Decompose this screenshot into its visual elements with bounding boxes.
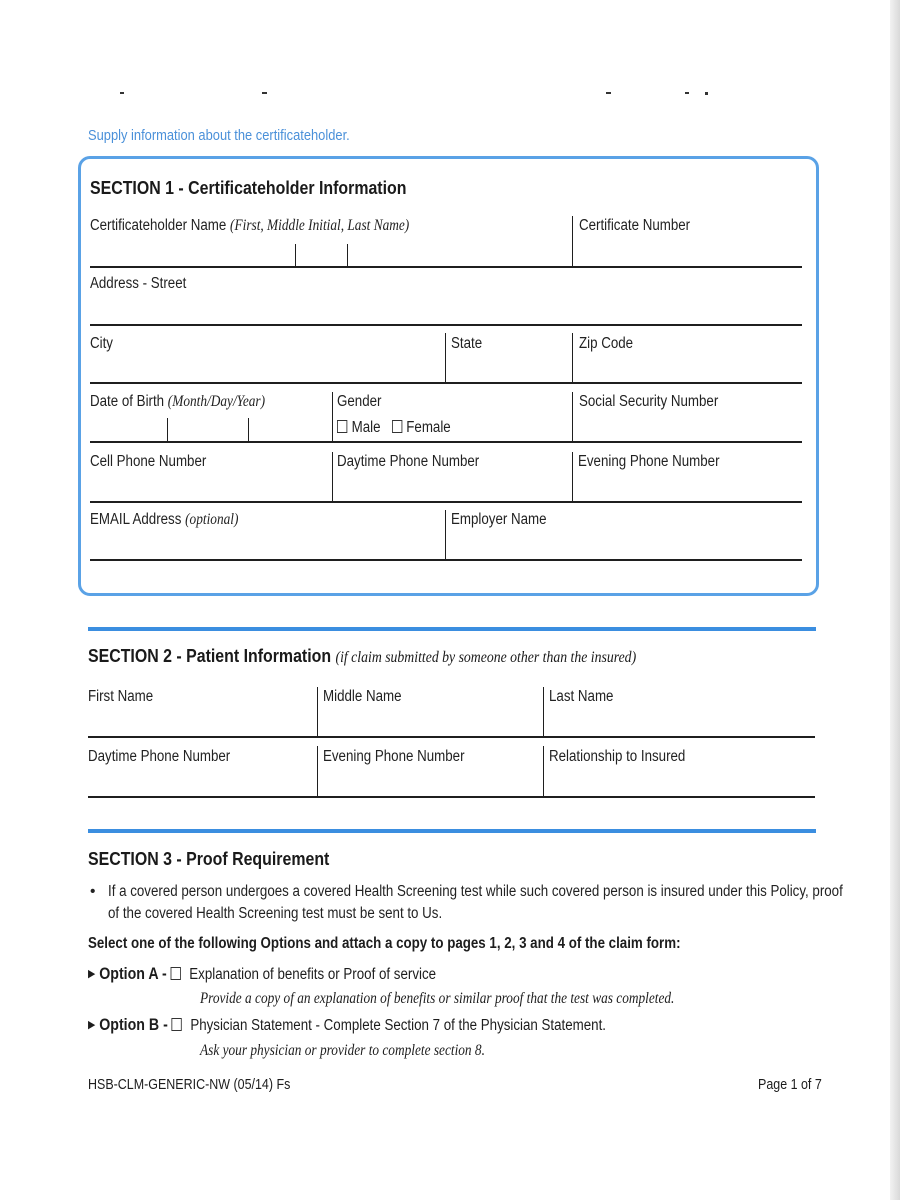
- gender-label: Gender: [337, 393, 382, 410]
- email-address-label: EMAIL Address (optional): [90, 511, 239, 528]
- field-divider: [445, 510, 446, 560]
- name-divider: [295, 244, 296, 268]
- field-divider: [543, 746, 544, 797]
- patient-evening-phone-label: Evening Phone Number: [323, 748, 465, 765]
- patient-middle-name-input[interactable]: [320, 710, 542, 736]
- relationship-label: Relationship to Insured: [549, 748, 686, 765]
- ssn-input[interactable]: [574, 416, 800, 442]
- section2-title: SECTION 2 - Patient Information (if claim submitted by someone other than the insured): [88, 645, 637, 666]
- dob-divider: [248, 418, 249, 442]
- cell-phone-input[interactable]: [90, 475, 330, 501]
- proof-bullet: If a covered person undergoes a covered Health Screening test while such covered person is insured under this Policy, proof of the covered Health Screening test must be sent to Us.: [108, 883, 843, 922]
- option-b-checkbox[interactable]: [172, 1018, 182, 1031]
- triangle-right-icon: ▶: [88, 968, 96, 980]
- state-label: State: [451, 335, 483, 352]
- email-address-input[interactable]: [90, 533, 442, 559]
- daytime-phone-label: Daytime Phone Number: [337, 453, 480, 470]
- page-edge: [890, 0, 900, 1200]
- option-a-row: [88, 965, 493, 984]
- middle-name-label: Middle Name: [323, 688, 402, 705]
- patient-first-name-input[interactable]: [88, 710, 314, 736]
- female-option-label: Female: [406, 419, 451, 436]
- ssn-label: Social Security Number: [579, 393, 719, 410]
- option-b-note: Ask your physician or provider to complete section 8.: [200, 1042, 485, 1059]
- employer-name-input[interactable]: [447, 533, 800, 559]
- patient-last-name-input[interactable]: [546, 710, 814, 736]
- address-street-input[interactable]: [90, 296, 802, 324]
- field-divider: [572, 392, 573, 442]
- certificate-number-label: Certificate Number: [579, 217, 691, 234]
- patient-daytime-phone-label: Daytime Phone Number: [88, 748, 231, 765]
- zip-code-label: Zip Code: [579, 335, 634, 352]
- option-b-text: Physician Statement - Complete Section 7 of the Physician Statement.: [190, 1017, 607, 1034]
- option-a-label: Option A -: [99, 965, 167, 983]
- select-option-instructions: Select one of the following Options and attach a copy to pages 1, 2, 3 and 4 of the claim form:: [88, 935, 681, 952]
- section1-title: SECTION 1 - Certificateholder Information: [90, 177, 407, 198]
- gender-options: [337, 419, 469, 437]
- cropped-header-fragments: [120, 92, 720, 106]
- option-b-label: Option B -: [99, 1016, 168, 1034]
- patient-evening-phone-input[interactable]: [320, 770, 542, 796]
- row-line: [90, 266, 802, 268]
- cell-phone-label: Cell Phone Number: [90, 453, 207, 470]
- address-street-label: Address - Street: [90, 275, 187, 292]
- name-divider: [347, 244, 348, 268]
- field-divider: [445, 333, 446, 383]
- patient-daytime-phone-input[interactable]: [88, 770, 314, 796]
- intro-text: Supply information about the certificateholder.: [88, 127, 350, 144]
- state-input[interactable]: [447, 356, 569, 382]
- field-divider: [332, 452, 333, 502]
- section3-title: SECTION 3 - Proof Requirement: [88, 848, 330, 869]
- field-divider: [317, 687, 318, 737]
- row-line: [90, 324, 802, 326]
- evening-phone-label: Evening Phone Number: [578, 453, 720, 470]
- bullet-dot: •: [90, 883, 96, 900]
- field-divider: [572, 216, 573, 268]
- section3-rule: [88, 829, 816, 833]
- option-a-checkbox[interactable]: [171, 967, 181, 980]
- city-input[interactable]: [90, 356, 442, 382]
- option-a-text: Explanation of benefits or Proof of service: [189, 966, 437, 983]
- zip-code-input[interactable]: [574, 356, 800, 382]
- triangle-right-icon: ▶: [88, 1019, 96, 1031]
- row-line: [88, 796, 815, 798]
- option-a-note: Provide a copy of an explanation of benefits or similar proof that the test was completed.: [200, 990, 675, 1007]
- section2-rule: [88, 627, 816, 631]
- male-checkbox[interactable]: [337, 420, 347, 433]
- dob-divider: [167, 418, 168, 442]
- row-line: [90, 382, 802, 384]
- field-divider: [572, 452, 573, 502]
- male-option-label: Male: [351, 419, 381, 436]
- page-number: Page 1 of 7: [758, 1077, 822, 1093]
- certificate-number-input[interactable]: [574, 240, 800, 266]
- certificateholder-name-input[interactable]: [90, 240, 572, 266]
- city-label: City: [90, 335, 113, 352]
- date-of-birth-label: Date of Birth (Month/Day/Year): [90, 393, 266, 410]
- daytime-phone-input[interactable]: [335, 475, 570, 501]
- relationship-input[interactable]: [546, 770, 814, 796]
- first-name-label: First Name: [88, 688, 154, 705]
- row-line: [90, 501, 802, 503]
- employer-name-label: Employer Name: [451, 511, 547, 528]
- date-of-birth-input[interactable]: [90, 416, 330, 442]
- field-divider: [332, 392, 333, 442]
- option-b-row: [88, 1016, 690, 1035]
- row-line: [90, 559, 802, 561]
- certificateholder-name-label: Certificateholder Name (First, Middle Initial, Last Name): [90, 217, 410, 234]
- field-divider: [572, 333, 573, 383]
- evening-phone-input[interactable]: [574, 475, 800, 501]
- field-divider: [543, 687, 544, 737]
- form-id: HSB-CLM-GENERIC-NW (05/14) Fs: [88, 1077, 291, 1093]
- female-checkbox[interactable]: [392, 420, 402, 433]
- field-divider: [317, 746, 318, 797]
- row-line: [90, 441, 802, 443]
- last-name-label: Last Name: [549, 688, 614, 705]
- row-line: [88, 736, 815, 738]
